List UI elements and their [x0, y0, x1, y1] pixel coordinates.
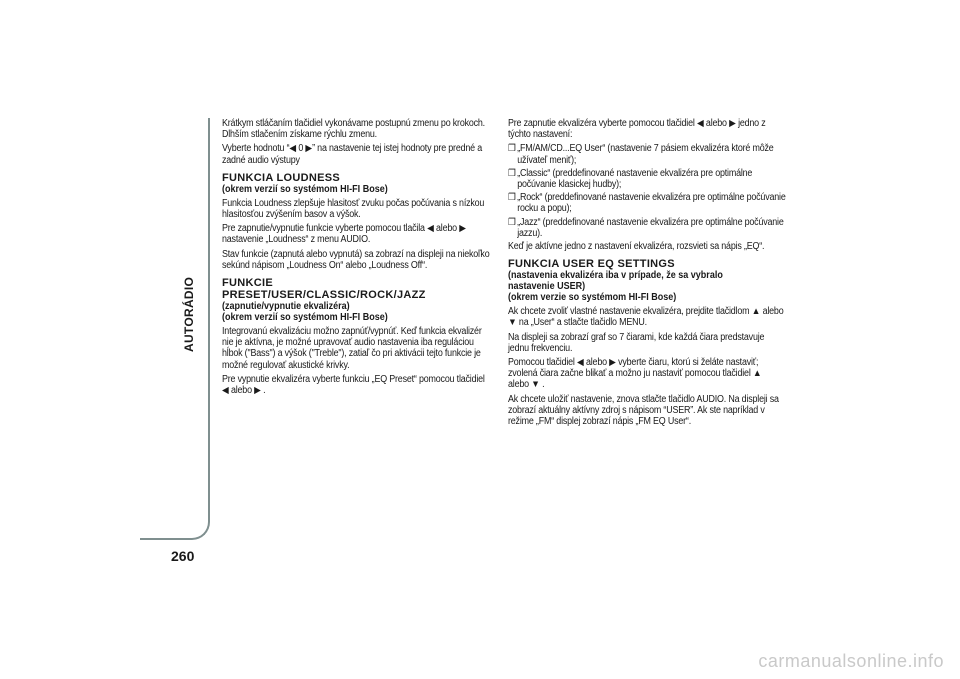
paragraph: Pre vypnutie ekvalizéra vyberte funkciu „EQ Preset“ pomocou tlačidiel ◀ alebo ▶ .: [222, 373, 485, 397]
paragraph: Funkcia Loudness zlepšuje hlasitosť zvuku počas počúvania s nízkou hlasitosťou zvýšením basov a výšok.: [222, 197, 485, 221]
paragraph: Pomocou tlačidiel ◀ alebo ▶ vyberte čiaru, ktorú si želáte nastaviť; zvolená čiara začne blikať a možno ju nastaviť pomocou tlačidiel ▲ alebo ▼ .: [508, 357, 762, 391]
left-column: [222, 118, 494, 399]
list-item-text: „Rock“ (preddefinované nastavenie ekvalizéra pre optimálne počúvanie rocku a popu);: [517, 192, 786, 215]
section-heading-user-eq: FUNKCIA USER EQ SETTINGS: [508, 258, 675, 271]
paragraph: Keď je aktívne jedno z nastavení ekvalizéra, rozsvieti sa nápis „EQ“.: [508, 241, 765, 253]
checkbox-bullet-icon: ❒: [508, 192, 516, 204]
section-subheading: (okrem verzií so systémom HI-FI Bose): [222, 312, 388, 324]
checkbox-bullet-icon: ❒: [508, 216, 516, 228]
list-item: [508, 192, 793, 214]
section-subheading: (zapnutie/vypnutie ekvalizéra): [222, 301, 350, 313]
checkbox-bullet-icon: ❒: [508, 143, 516, 155]
section-subheading: (nastavenia ekvalizéra iba v prípade, že sa vybralo nastavenie USER): [508, 270, 723, 293]
list-item-text: „Jazz“ (preddefinované nastavenie ekvalizéra pre optimálne počúvanie jazzu).: [517, 216, 784, 239]
paragraph: Ak chcete uložiť nastavenie, znova stlačte tlačidlo AUDIO. Na displeji sa zobrazí aktuálny aktívny zdroj s nápisom “USER”. Ak ste napríklad v režime „FM“ displej zobrazí nápis „FM EQ User“.: [508, 393, 779, 428]
section-subheading: (okrem verzií so systémom HI-FI Bose): [222, 183, 388, 195]
paragraph: Stav funkcie (zapnutá alebo vypnutá) sa zobrazí na displeji na niekoľko sekúnd nápisom „Loudness On“ alebo „Loudness Off“.: [222, 248, 490, 271]
list-item-text: „Classic“ (preddefinované nastavenie ekvalizéra pre optimálne počúvanie klasickej hudby);: [517, 167, 753, 191]
paragraph: Ak chcete zvoliť vlastné nastavenie ekvalizéra, prejdite tlačidlom ▲ alebo ▼ na „User“ a stlačte tlačidlo MENU.: [508, 306, 784, 329]
watermark: carmanualsonline.info: [758, 651, 944, 671]
paragraph: Pre zapnutie/vypnutie funkcie vyberte pomocou tlačila ◀ alebo ▶ nastavenie „Loudness“ z menu AUDIO.: [222, 223, 466, 246]
list-item-text: „FM/AM/CD...EQ User“ (nastavenie 7 pásiem ekvalizéra ktoré môže užívateľ meniť);: [517, 143, 774, 166]
section-heading-functions-line2: PRESET/USER/CLASSIC/ROCK/JAZZ: [222, 289, 426, 302]
paragraph: Integrovanú ekvalizáciu možno zapnúť/vypnúť. Keď funkcia ekvalizér nie je aktívna, je možné upravovať audio nastavenia iba reguláciou hĺbok ("Bass") a výšok ("Treble"), zatiaľ čo pri aktivácii tejto funkcie je možné regulovať akustické krivky.: [222, 326, 482, 371]
sidebar-frame: [140, 118, 210, 540]
list-item: [508, 168, 793, 190]
paragraph: Vyberte hodnotu “◀ 0 ▶” na nastavenie tej istej hodnoty pre predné a zadné audio výstupy: [222, 143, 483, 166]
paragraph: Krátkym stláčaním tlačidiel vykonávame postupnú zmenu po krokoch. Dlhším stlačením získame rýchlu zmenu.: [222, 118, 485, 141]
section-subheading: (okrem verzie so systémom HI-FI Bose): [508, 292, 677, 304]
right-column: [508, 118, 786, 430]
paragraph: Pre zapnutie ekvalizéra vyberte pomocou tlačidiel ◀ alebo ▶ jedno z týchto nastavení:: [508, 118, 766, 141]
page-number: 260: [171, 548, 195, 564]
checkbox-bullet-icon: ❒: [508, 167, 516, 179]
paragraph: Na displeji sa zobrazí graf so 7 čiarami, kde každá čiara predstavuje jednu frekvenciu.: [508, 331, 765, 354]
list-item: [508, 143, 793, 165]
section-side-label: AUTORÁDIO: [182, 276, 196, 352]
list-item: [508, 217, 793, 239]
section-heading-loudness: FUNKCIA LOUDNESS: [222, 171, 341, 184]
section-heading-functions: FUNKCIE: [222, 277, 273, 290]
